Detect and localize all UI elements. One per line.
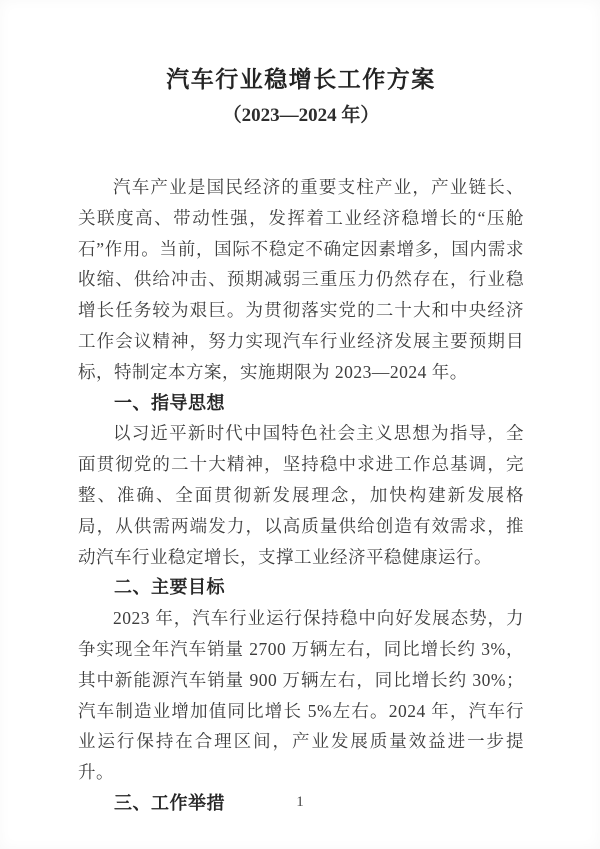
section-heading: 一、指导思想 xyxy=(114,392,225,413)
section-heading: 二、主要目标 xyxy=(114,577,225,598)
body-paragraph: 汽车产业是国民经济的重要支柱产业，产业链长、关联度高、带动性强，发挥着工业经济稳增长的“压舱石”作用。当前，国际不稳定不确定因素增多，国内需求收缩、供给冲击、预期减弱三重压力仍然存在，行业稳增长任务较为艰巨。为贯彻落实党的二十大和中央经济工作会议精神，努力实现汽车行业经济发展主要预期目标，特制定本方案，实施期限为 2023—2024 年。 xyxy=(78,177,524,382)
body-paragraph: 以习近平新时代中国特色社会主义思想为指导，全面贯彻党的二十大精神，坚持稳中求进工作总基调，完整、准确、全面贯彻新发展理念，加快构建新发展格局，从供需两端发力，以高质量供给创造有效需求，推动汽车行业稳定增长，支撑工业经济平稳健康运行。 xyxy=(78,423,524,567)
document-subtitle: （2023—2024 年） xyxy=(222,105,380,126)
document-title: 汽车行业稳增长工作方案 xyxy=(166,67,436,92)
page-number: 1 xyxy=(296,794,304,810)
body-paragraph: 2023 年，汽车行业运行保持稳中向好发展态势，力争实现全年汽车销量 2700 万辆左右，同比增长约 3%，其中新能源汽车销量 900 万辆左右，同比增长约 30%；汽车制造业增加值同比增长 5%左右。2024 年，汽车行业运行保持在合理区间，产业发展质量效益进一步提升。 xyxy=(78,608,524,783)
section-heading: 三、工作举措 xyxy=(114,792,225,813)
document-body xyxy=(78,172,524,819)
